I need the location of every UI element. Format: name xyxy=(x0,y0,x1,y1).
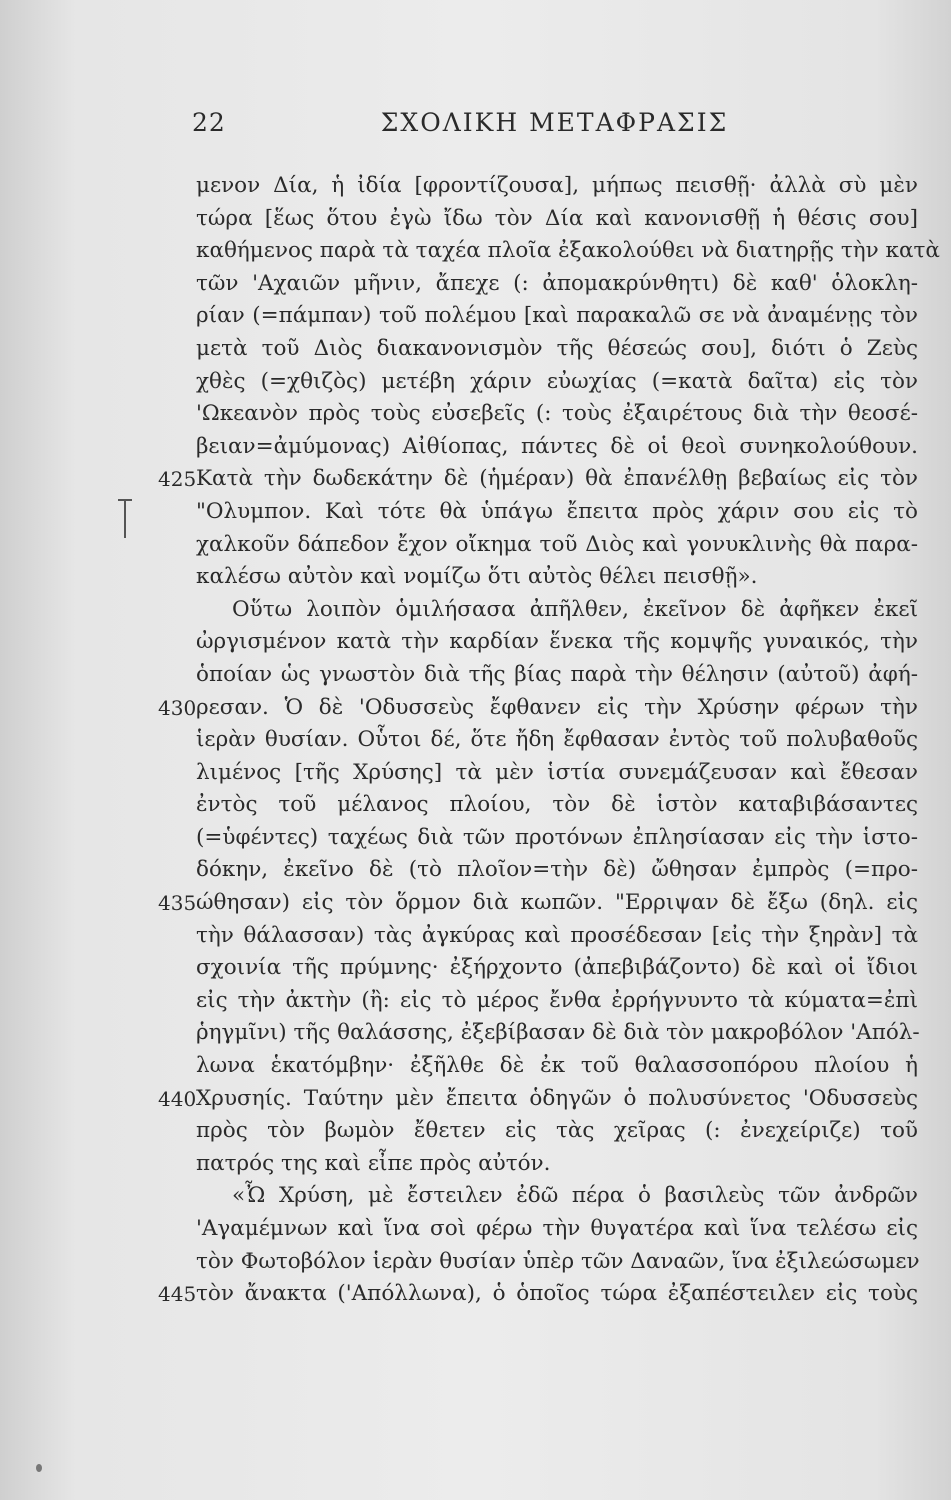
text-line: ρίαν (=πάμπαν) τοῦ πολέμου [καὶ παρακαλῶ σε νὰ ἀναμένῃς τὸν xyxy=(196,303,918,329)
text-line: 445 τὸν ἄνακτα ('Απόλλωνα), ὁ ὁποῖος τώρα ἐξαπέστειλεν εἰς τοὺς xyxy=(196,1278,918,1311)
text-line: λωνα ἑκατόμβην· ἐξῆλθε δὲ ἐκ τοῦ θαλασσοπόρου πλοίου ἡ xyxy=(196,1053,918,1079)
text-line: λιμένος [τῆς Χρύσης] τὰ μὲν ἱστία συνεμάζευσαν καὶ ἔθεσαν xyxy=(196,759,918,785)
text-line: βειαν=ἀμύμονας) Αἰθίοπας, πάντες δὲ οἱ θεοὶ συνηκολούθουν. xyxy=(196,433,918,459)
text-line: 'Ωκεανὸν πρὸς τοὺς εὐσεβεῖς (: τοὺς ἐξαιρέτους διὰ τὴν θεοσέ- xyxy=(196,401,918,427)
text-line: εἰς τὴν ἀκτὴν (ἢ: εἰς τὸ μέρος ἔνθα ἐρρήγνυντο τὰ κύματα=ἐπὶ xyxy=(196,987,918,1013)
text-line: ἐντὸς τοῦ μέλανος πλοίου, τὸν δὲ ἱστὸν καταβιβάσαντες xyxy=(196,792,918,818)
text-line: δόκην, ἐκεῖνο δὲ (τὸ πλοῖον=τὴν δὲ) ὤθησαν ἐμπρὸς (=προ- xyxy=(196,857,918,883)
text-line: «Ὦ Χρύση, μὲ ἔστειλεν ἐδῶ πέρα ὁ βασιλεὺς τῶν ἀνδρῶν xyxy=(232,1183,918,1209)
text-line: ὁποίαν ὡς γνωστὸν διὰ τῆς βίας παρὰ τὴν θέλησιν (αὐτοῦ) ἀφή- xyxy=(196,661,918,687)
text-line: τὸν Φωτοβόλον ἱερὰν θυσίαν ὑπὲρ τῶν Δαναῶν, ἵνα ἐξιλεώσωμεν xyxy=(196,1248,920,1274)
text-line: χθὲς (=χθιζὸς) μετέβη χάριν εὐωχίας (=κατὰ δαῖτα) εἰς τὸν xyxy=(196,368,918,394)
page-body xyxy=(158,170,940,1311)
text-line: ἱερὰν θυσίαν. Οὗτοι δέ, ὅτε ἤδη ἔφθασαν ἐντὸς τοῦ πολυβαθοῦς xyxy=(196,727,918,753)
text-line: χαλκοῦν δάπεδον ἔχον οἴκημα τοῦ Διὸς καὶ γονυκλινὴς θὰ παρα- xyxy=(196,531,918,557)
text-line: μενον Δία, ἡ ἰδία [φροντίζουσα], μήπως πεισθῇ· ἀλλὰ σὺ μὲν xyxy=(196,173,918,198)
page-number: 22 xyxy=(192,108,226,137)
text-line: 425 Κατὰ τὴν δωδεκάτην δὲ (ἡμέραν) θὰ ἐπανέλθῃ βεβαίως εἰς τὸν xyxy=(196,463,918,496)
text-line: 'Αγαμέμνων καὶ ἵνα σοὶ φέρω τὴν θυγατέρα καὶ ἵνα τελέσω εἰς xyxy=(196,1216,918,1241)
running-title: ΣΧΟΛΙΚΗ ΜΕΤΑΦΡΑΣΙΣ xyxy=(380,108,729,137)
text-line: (=ὑφέντες) ταχέως διὰ τῶν προτόνων ἐπλησίασαν εἰς τὴν ἱστο- xyxy=(196,824,918,850)
text-line: ὠργισμένον κατὰ τὴν καρδίαν ἕνεκα τῆς κομψῆς γυναικός, τὴν xyxy=(196,629,918,655)
text-line: "Ολυμπον. Καὶ τότε θὰ ὑπάγω ἔπειτα πρὸς χάριν σου εἰς τὸ xyxy=(196,498,918,524)
line-number: 445 xyxy=(158,1282,197,1307)
text-line: 435 ώθησαν) εἰς τὸν ὅρμον διὰ κωπῶν. "Ερριψαν δὲ ἔξω (δηλ. εἰς xyxy=(196,887,918,920)
text-line: πρὸς τὸν βωμὸν ἔθετεν εἰς τὰς χεῖρας (: ἐνεχείριζε) τοῦ xyxy=(196,1118,918,1144)
text-line: 440 Χρυσηίς. Ταύτην μὲν ἔπειτα ὁδηγῶν ὁ πολυσύνετος 'Οδυσσεὺς xyxy=(196,1083,918,1116)
text-line: τῶν 'Αχαιῶν μῆνιν, ἄπεχε (: ἀπομακρύνθητι) δὲ καθ' ὁλοκλη- xyxy=(196,270,918,296)
line-number: 440 xyxy=(158,1086,197,1111)
paper-speck xyxy=(36,1464,42,1472)
pencil-mark-icon xyxy=(116,496,134,540)
text-line: μετὰ τοῦ Διὸς διακανονισμὸν τῆς θέσεώς σου], διότι ὁ Ζεὺς xyxy=(196,335,918,361)
text-line: τώρα [ἕως ὅτου ἐγὼ ἴδω τὸν Δία καὶ κανονισθῇ ἡ θέσις σου] xyxy=(196,205,918,231)
text-line: καλέσω αὐτὸν καὶ νομίζω ὅτι αὐτὸς θέλει πεισθῇ». xyxy=(196,564,758,590)
text-line: Οὕτω λοιπὸν ὁμιλήσασα ἀπῆλθεν, ἐκεῖνον δὲ ἀφῆκεν ἐκεῖ xyxy=(232,596,918,622)
text-line: σχοινία τῆς πρύμνης· ἐξήρχοντο (ἀπεβιβάζοντο) δὲ καὶ οἱ ἴδιοι xyxy=(196,955,918,981)
page-header xyxy=(192,108,917,148)
text-line: ῥηγμῖνι) τῆς θαλάσσης, ἐξεβίβασαν δὲ διὰ τὸν μακροβόλον 'Απόλ- xyxy=(196,1020,920,1046)
line-number: 425 xyxy=(158,467,197,492)
text-line: τὴν θάλασσαν) τὰς ἀγκύρας καὶ προσέδεσαν [εἰς τὴν ξηρὰν] τὰ xyxy=(196,922,918,948)
text-line: πατρός της καὶ εἶπε πρὸς αὐτόν. xyxy=(196,1150,551,1176)
line-number: 435 xyxy=(158,891,197,916)
text-line: 430 ρεσαν. Ὁ δὲ 'Οδυσσεὺς ἔφθανεν εἰς τὴν Χρύσην φέρων τὴν xyxy=(196,692,918,725)
text-line: καθήμενος παρὰ τὰ ταχέα πλοῖα ἐξακολούθει νὰ διατηρῇς τὴν κατὰ xyxy=(196,238,940,264)
line-number: 430 xyxy=(158,695,197,720)
